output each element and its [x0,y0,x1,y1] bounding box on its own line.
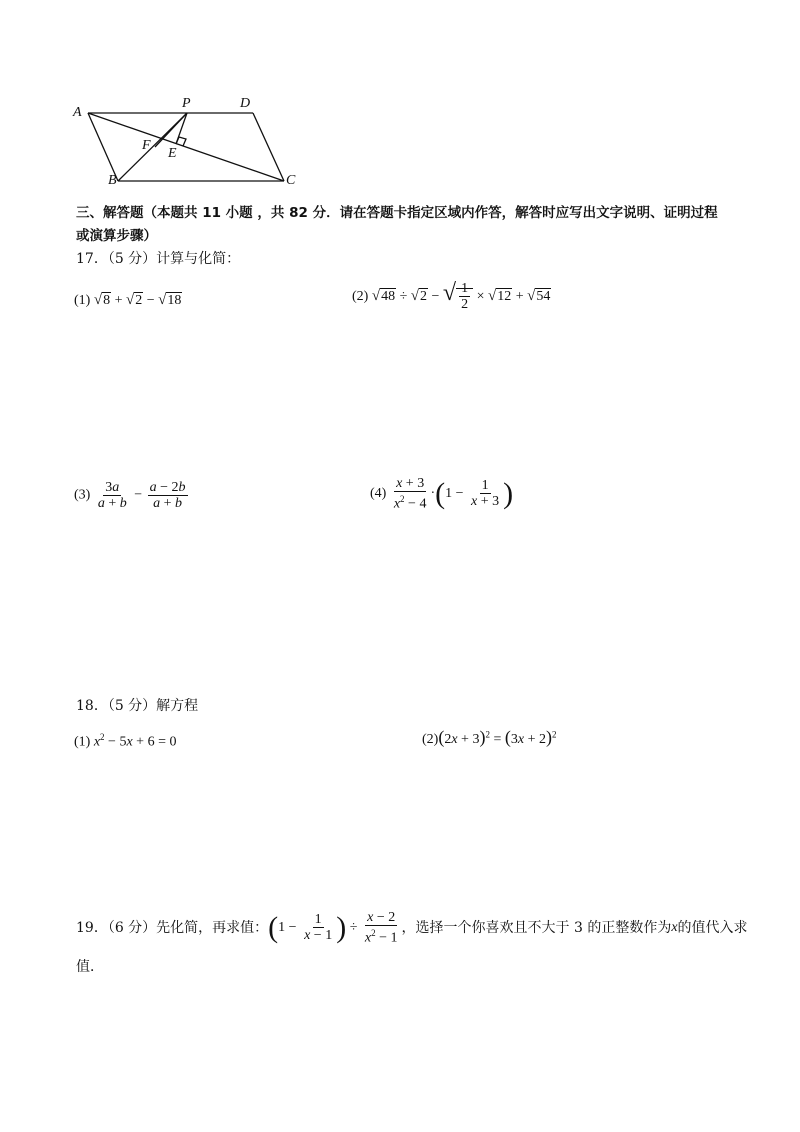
part-label: (2) [352,289,369,304]
q19-text-after2: 的值代入求 [677,919,748,936]
q18-part2: $(2)(2x + 3)^2 = (3x + 2)^2$ [422,727,557,747]
q19-text-after: ，选择一个你喜欢且不大于 3 的正整数作为 [401,919,672,936]
question-19-line2: 值． [76,959,104,975]
q18-part1: (1) $x^2 - 5x + 6 = 0$ [74,732,177,750]
q19-var: x [671,919,678,935]
section-heading-line1: 三、解答题（本题共 11 小题 ，共 82 分．请在答题卡指定区域内作答，解答时应写出文字说明、证明过程 [76,205,718,221]
q17-part4: (4) $\frac{x + 3}{x^2 - 4}$ ·(1 − $\frac{1}{x + 3}$ ) [370,476,514,512]
label-B: B [108,173,117,188]
q19-expression: (1 − $\frac{1}{x - 1}$ ) ÷ $\frac{x - 2}{x^2 - 1}$ [268,910,398,946]
label-D: D [240,96,251,111]
question-19 [76,910,748,946]
part-label: (3) [74,487,91,503]
part-label: (1) [74,293,91,308]
question-18-title: 18．（5 分）解方程 [76,698,199,714]
segment-DC [253,113,284,181]
part-label: (4) [370,486,387,502]
question-17-title: 17．（5 分）计算与化简： [76,251,241,267]
question-19-title: 19．（6 分）先化简，再求值： [76,919,269,936]
label-C: C [286,173,296,188]
q17-part1: (1) √8 + √2 − √18 [74,292,182,308]
part-label: (2) [422,732,439,747]
label-F: F [142,138,151,153]
q17-part3: (3) $\frac{3a}{a + b}$ − $\frac{a - 2b}{a + b}$ [74,480,186,511]
section-heading-line2: 或演算步骤） [76,228,157,244]
segment-BA [88,113,118,181]
part-label: (1) [74,734,91,750]
q17-part2: (2) √48 ÷ √2 − √ $\frac{1}{2}$ × √12 + √54 [352,280,551,313]
label-P: P [182,96,191,111]
label-E: E [168,146,177,161]
segment-AC [88,113,284,181]
label-A: A [73,105,82,120]
